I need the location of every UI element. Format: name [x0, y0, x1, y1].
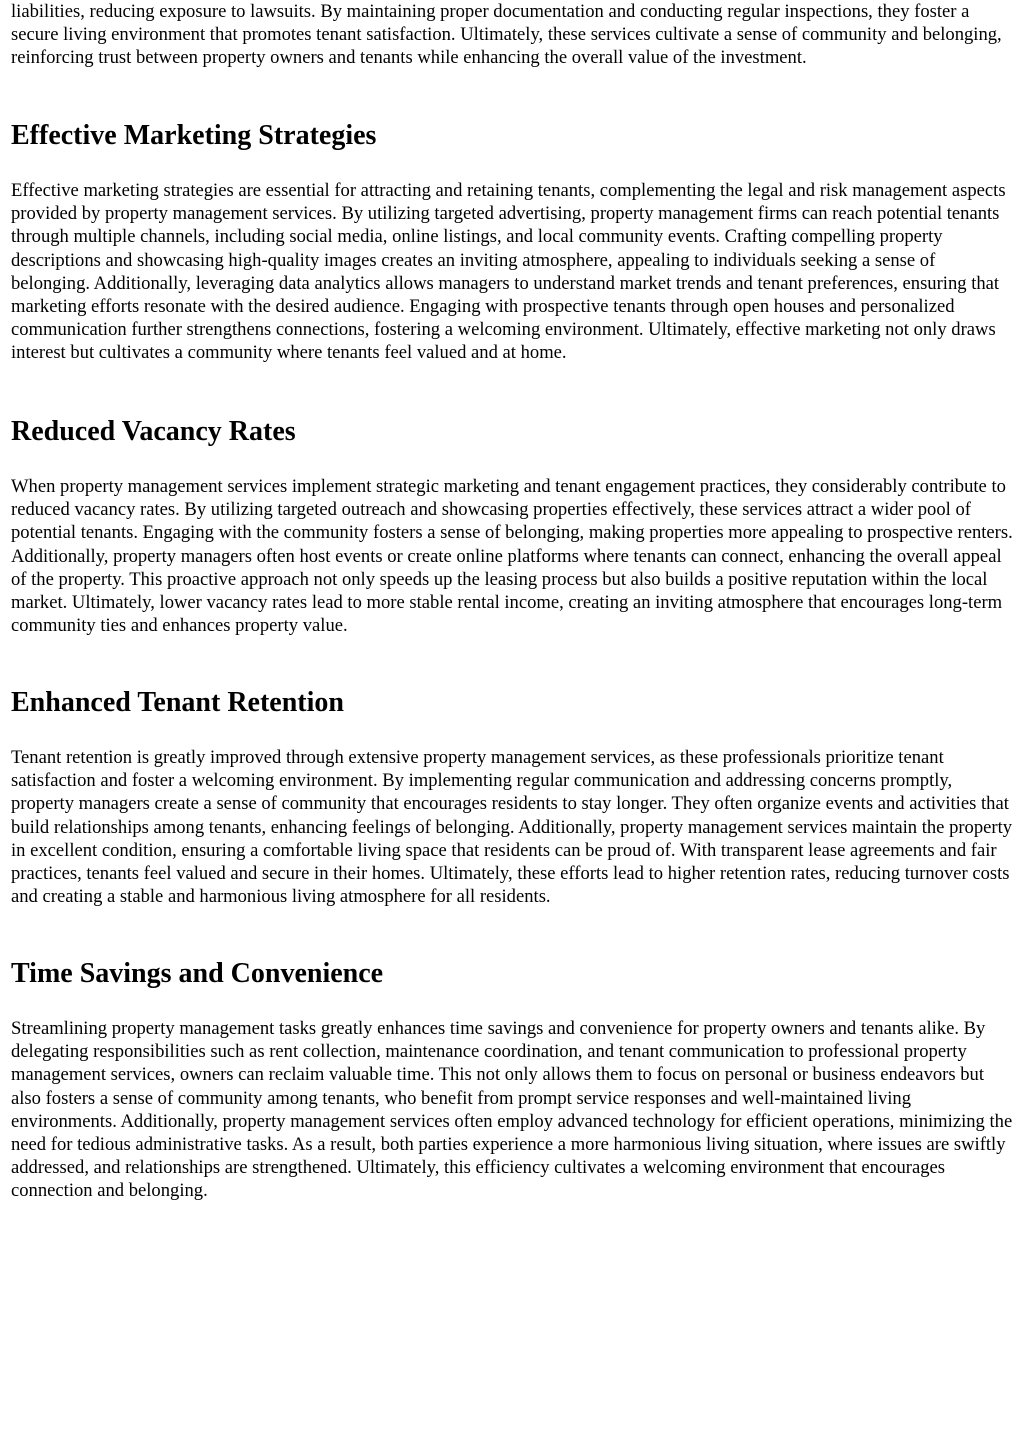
section-paragraph-reduced-vacancy-rates: When property management services implement strategic marketing and tenant engagement practices, they considerably contribute to reduced vacancy rates. By utilizing targeted outreach and showcasing properties effectively, these services attract a wider pool of potential tenants. Engaging with the community fosters a sense of belonging, making properties more appealing to prospective renters. Additionally, property managers often host events or create online platforms where tenants can connect, enhancing the overall appeal of the property. This proactive approach not only speeds up the leasing process but also builds a positive reputation within the local market. Ultimately, lower vacancy rates lead to more stable rental income, creating an inviting atmosphere that encourages long-term community ties and enhances property value. [11, 476, 1013, 637]
intro-paragraph: liabilities, reducing exposure to lawsuits. By maintaining proper documentation and conducting regular inspections, they foster a secure living environment that promotes tenant satisfaction. Ultimately, these services cultivate a sense of community and belonging, reinforcing trust between property owners and tenants while enhancing the overall value of the investment. [11, 1, 1002, 69]
section-paragraph-effective-marketing-strategies: Effective marketing strategies are essential for attracting and retaining tenants, complementing the legal and risk management aspects provided by property management services. By utilizing targeted advertising, property management firms can reach potential tenants through multiple channels, including social media, online listings, and local community events. Crafting compelling property descriptions and showcasing high-quality images creates an inviting atmosphere, appealing to individuals seeking a sense of belonging. Additionally, leveraging data analytics allows managers to understand market trends and tenant preferences, ensuring that marketing efforts resonate with the desired audience. Engaging with prospective tenants through open houses and personalized communication further strengthens connections, fostering a welcoming environment. Ultimately, effective marketing not only draws interest but cultivates a community where tenants feel valued and at home. [11, 180, 1006, 364]
section-heading-time-savings-and-convenience: Time Savings and Convenience [11, 958, 384, 989]
section-heading-effective-marketing-strategies: Effective Marketing Strategies [11, 120, 377, 151]
section-heading-enhanced-tenant-retention: Enhanced Tenant Retention [11, 687, 344, 718]
section-heading-reduced-vacancy-rates: Reduced Vacancy Rates [11, 416, 296, 447]
section-paragraph-time-savings-and-convenience: Streamlining property management tasks greatly enhances time savings and convenience for property owners and tenants alike. By delegating responsibilities such as rent collection, maintenance coordination, and tenant communication to professional property management services, owners can reclaim valuable time. This not only allows them to focus on personal or business endeavors but also fosters a sense of community among tenants, who benefit from prompt service responses and well-maintained living environments. Additionally, property management services often employ advanced technology for efficient operations, minimizing the need for tedious administrative tasks. As a result, both parties experience a more harmonious living situation, where issues are swiftly addressed, and relationships are strengthened. Ultimately, this efficiency cultivates a welcoming environment that encourages connection and belonging. [11, 1018, 1013, 1202]
section-paragraph-enhanced-tenant-retention: Tenant retention is greatly improved through extensive property management services, as these professionals prioritize tenant satisfaction and foster a welcoming environment. By implementing regular communication and addressing concerns promptly, property managers create a sense of community that encourages residents to stay longer. They often organize events and activities that build relationships among tenants, enhancing feelings of belonging. Additionally, property management services maintain the property in excellent condition, ensuring a comfortable living space that residents can be proud of. With transparent lease agreements and fair practices, tenants feel valued and secure in their homes. Ultimately, these efforts lead to higher retention rates, reducing turnover costs and creating a stable and harmonious living atmosphere for all residents. [11, 747, 1013, 908]
